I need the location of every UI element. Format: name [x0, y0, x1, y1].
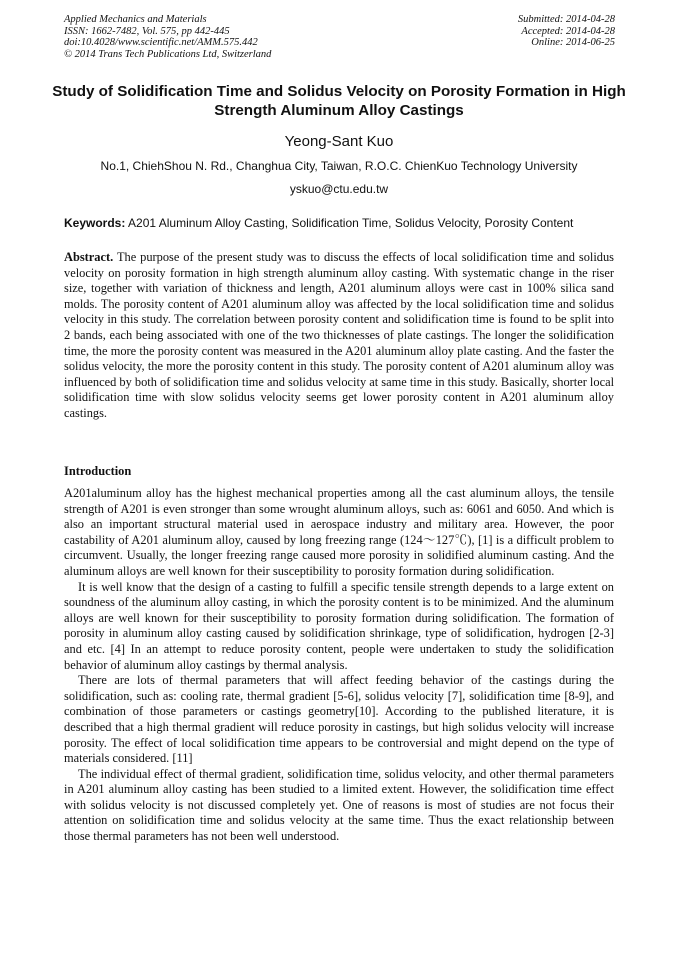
- author-email: yskuo@ctu.edu.tw: [289, 182, 389, 196]
- section-heading-introduction: Introduction: [64, 464, 132, 478]
- author-affiliation: No.1, ChiehShou N. Rd., Changhua City, Taiwan, R.O.C. ChienKuo Technology University: [100, 159, 578, 173]
- accepted-date: Accepted: 2014-04-28: [521, 25, 615, 37]
- online-date: Online: 2014-06-25: [531, 37, 615, 48]
- abstract-text: The purpose of the present study was to discuss the effects of local solidification time and solidus velocity on porosity formation in high strength aluminum alloy casting. With systematic change in the riser size, together with variation of thickness and length, A201 aluminum alloys were cast in 100% silica sand molds. The porosity content of A201 aluminum alloy was affected by the local solidification time and solidus velocity in this study. The correlation between porosity content and solidification time is found to be split into 2 bands, each being associated with one of the two thicknesses of plate castings. The longer the solidification time, the more the porosity content was measured in the A201 aluminum alloy plate casting. And the faster the solidus velocity, the more the porosity content in this study. The porosity content of A201 aluminum alloy was influenced by both of solidification time and solidus velocity at same time in this study. Basically, shorter local solidification time with slow solidus velocity seems get lower porosity content in A201 aluminum alloy castings.: [64, 250, 615, 420]
- intro-paragraph: The individual effect of thermal gradient, solidification time, solidus velocity, and other thermal parameters in A201 aluminum alloy casting has been studied to a limited extent. However, the solidification time effect with solidus velocity is not discussed completely yet. One of reasons is most of studies are not focus their attention on solidification time and solidus velocity at the same time. Thus the exact relationship between those thermal parameters has not been well understood.: [64, 766, 614, 844]
- doi-line: doi:10.4028/www.scientific.net/AMM.575.442: [64, 37, 258, 48]
- abstract: [64, 250, 614, 422]
- issn-line: ISSN: 1662-7482, Vol. 575, pp 442-445: [64, 25, 230, 37]
- keywords-label: Keywords:: [64, 216, 126, 230]
- abstract-label: Abstract.: [64, 250, 114, 264]
- paper-title: Study of Solidification Time and Solidus Velocity on Porosity Formation in High Strength Aluminum Alloy Castings: [52, 83, 626, 119]
- keywords-text: A201 Aluminum Alloy Casting, Solidification Time, Solidus Velocity, Porosity Content: [128, 216, 574, 230]
- copyright-line: © 2014 Trans Tech Publications Ltd, Switzerland: [64, 48, 272, 60]
- publication-dates: [518, 14, 615, 49]
- journal-info: [64, 14, 271, 60]
- keywords: [64, 216, 624, 230]
- intro-paragraph: A201aluminum alloy has the highest mechanical properties among all the cast aluminum alloys, the tensile strength of A201 is even stronger than some wrought aluminum alloys, such as: 6061 and 6050. And which is also an important structural material used in aerospace industry and military area. However, the poor castability of A201 aluminum alloy, caused by long freezing range (124～127℃), [1] is a difficult problem to circumvent. Usually, the longer freezing range caused more porosity in solidified aluminum casting. And the aluminum alloys are well known for their susceptibility to porosity formation during solidification.: [64, 486, 614, 578]
- introduction-body: [64, 486, 614, 845]
- intro-paragraph: There are lots of thermal parameters that will affect feeding behavior of the castings during the solidification, such as: cooling rate, thermal gradient [5-6], solidus velocity [7], solidification time [8-9], and combination of those parameters or castings geometry[10]. According to the published literature, it is described that a high thermal gradient will reduce porosity in castings, but high solidus velocity will increase porosity. The effect of local solidification time appears to be controversial and might depend on the type of materials considered. [11]: [64, 673, 614, 766]
- author-name: Yeong-Sant Kuo: [284, 133, 394, 150]
- journal-name: Applied Mechanics and Materials: [64, 14, 207, 25]
- intro-paragraph: It is well know that the design of a casting to fulfill a specific tensile strength depends to a large extent on soundness of the aluminum alloy casting, in which the porosity content is to be minimized. And the aluminum alloys are well known for their susceptibility to porosity formation during solidification. The formation of porosity in aluminum alloy casting caused by solidification shrinkage, type of solidification, hydrogen [2-3] and etc. [4] In an attempt to reduce porosity content, people were undertaken to study the solidification behavior of aluminum alloy castings by thermal analysis.: [64, 579, 614, 672]
- submitted-date: Submitted: 2014-04-28: [517, 14, 615, 25]
